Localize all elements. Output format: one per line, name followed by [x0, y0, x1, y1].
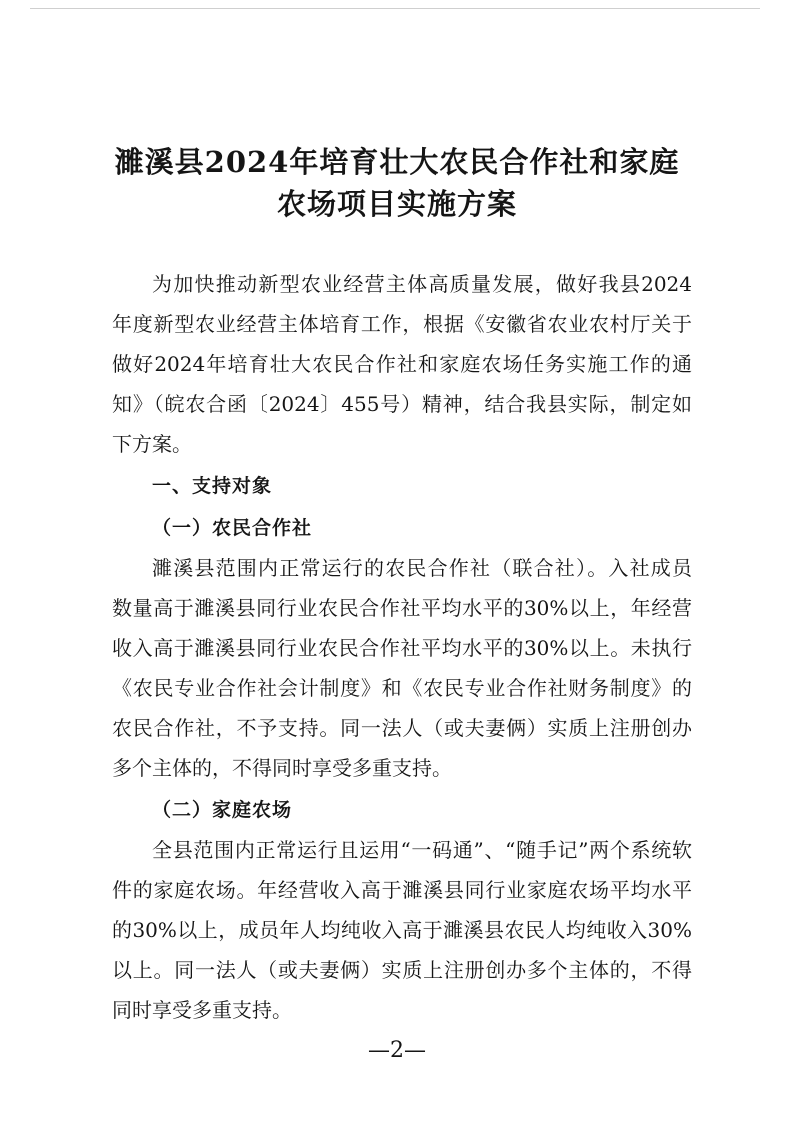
paragraph-line: 件的家庭农场。年经营收入高于濉溪县同行业家庭农场平均水平: [112, 878, 692, 902]
paragraph-line: 收入高于濉溪县同行业农民合作社平均水平的30%以上。未执行: [112, 636, 692, 660]
paragraph-line: 《农民专业合作社会计制度》和《农民专业合作社财务制度》的: [112, 676, 692, 700]
intro-line: 做好2024年培育壮大农民合作社和家庭农场任务实施工作的通: [112, 352, 692, 376]
intro-line: 下方案。: [112, 432, 192, 456]
page-number: —2—: [368, 1038, 426, 1063]
paragraph-line: 濉溪县范围内正常运行的农民合作社（联合社）。入社成员: [152, 556, 692, 580]
paragraph-line: 的30%以上，成员年人均纯收入高于濉溪县农民人均纯收入30%: [112, 918, 692, 942]
paragraph-line: 同时享受多重支持。: [112, 998, 292, 1022]
paragraph-line: 多个主体的，不得同时享受多重支持。: [112, 756, 452, 780]
paragraph-line: 以上。同一法人（或夫妻俩）实质上注册创办多个主体的，不得: [112, 958, 692, 982]
document-title-line-2: 农场项目实施方案: [276, 187, 517, 221]
document-title-line-1: 濉溪县2024年培育壮大农民合作社和家庭: [114, 145, 680, 179]
section-heading: 一、支持对象: [152, 475, 273, 497]
subsection-heading: （二）家庭农场: [152, 799, 293, 821]
scan-edge-rule: [30, 8, 760, 9]
paragraph-line: 数量高于濉溪县同行业农民合作社平均水平的30%以上，年经营: [112, 596, 692, 620]
subsection-heading: （一）农民合作社: [152, 517, 313, 539]
intro-line: 为加快推动新型农业经营主体高质量发展，做好我县2024: [152, 272, 692, 296]
paragraph-line: 全县范围内正常运行且运用“一码通”、“随手记”两个系统软: [152, 838, 692, 862]
intro-line: 年度新型农业经营主体培育工作，根据《安徽省农业农村厅关于: [112, 312, 692, 336]
intro-line: 知》（皖农合函〔2024〕455号）精神，结合我县实际，制定如: [112, 392, 692, 416]
paragraph-line: 农民合作社，不予支持。同一法人（或夫妻俩）实质上注册创办: [112, 716, 692, 740]
